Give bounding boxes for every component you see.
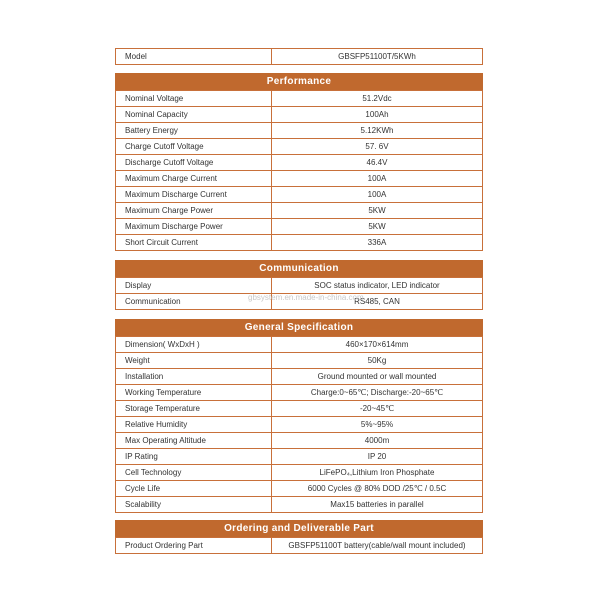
row-value: 5%~95% [272,417,483,433]
table-row [116,91,483,107]
row-label: Product Ordering Part [116,538,272,554]
table-row [116,171,483,187]
row-value: 100A [272,171,483,187]
row-label: Maximum Discharge Power [116,219,272,235]
row-label: Model [116,49,272,65]
row-value: Max15 batteries in parallel [272,497,483,513]
row-value: 5.12KWh [272,123,483,139]
section-header: Performance [115,73,483,90]
table-row [116,203,483,219]
table-row [116,219,483,235]
watermark: gbsystem.en.made-in-china.com [248,293,364,302]
row-label: Installation [116,369,272,385]
table-row [116,235,483,251]
table-row [116,353,483,369]
performance-table [115,90,483,251]
table-row [116,401,483,417]
row-value: GBSFP51100T battery(cable/wall mount included) [272,538,483,554]
row-value: Charge:0~65℃; Discharge:-20~65℃ [272,385,483,401]
row-label: Storage Temperature [116,401,272,417]
row-label: Maximum Discharge Current [116,187,272,203]
row-label: Relative Humidity [116,417,272,433]
model-table [115,48,483,65]
row-value: 5KW [272,203,483,219]
row-value: 51.2Vdc [272,91,483,107]
table-row [116,139,483,155]
row-value: 57. 6V [272,139,483,155]
row-label: Nominal Voltage [116,91,272,107]
row-label: Short Circuit Current [116,235,272,251]
ordering-section [115,520,483,554]
row-value: 336A [272,235,483,251]
row-value: 50Kg [272,353,483,369]
table-row [116,278,483,294]
table-row [116,107,483,123]
row-value: 5KW [272,219,483,235]
table-row [116,538,483,554]
row-label: Weight [116,353,272,369]
performance-section [115,73,483,251]
general-spec-section [115,319,483,513]
row-value: 46.4V [272,155,483,171]
row-label: Scalability [116,497,272,513]
section-header: General Specification [115,319,483,336]
table-row [116,187,483,203]
table-row [116,433,483,449]
row-label: Communication [116,294,272,310]
row-label: Working Temperature [116,385,272,401]
row-value: SOC status indicator, LED indicator [272,278,483,294]
row-label: Charge Cutoff Voltage [116,139,272,155]
table-row [116,465,483,481]
row-value: LiFePO₄,Lithium Iron Phosphate [272,465,483,481]
row-label: Maximum Charge Current [116,171,272,187]
row-value: 4000m [272,433,483,449]
communication-section [115,260,483,310]
section-header: Communication [115,260,483,277]
row-value: 100A [272,187,483,203]
row-label: Dimension( WxDxH ) [116,337,272,353]
table-row [116,123,483,139]
row-label: Nominal Capacity [116,107,272,123]
row-label: Display [116,278,272,294]
table-row [116,337,483,353]
row-value: 460×170×614mm [272,337,483,353]
section-header: Ordering and Deliverable Part [115,520,483,537]
table-row [116,417,483,433]
row-label: Discharge Cutoff Voltage [116,155,272,171]
row-value: 6000 Cycles @ 80% DOD /25℃ / 0.5C [272,481,483,497]
table-row [116,155,483,171]
row-value: IP 20 [272,449,483,465]
row-label: Battery Energy [116,123,272,139]
row-value: 100Ah [272,107,483,123]
row-label: IP Rating [116,449,272,465]
row-value: -20~45℃ [272,401,483,417]
row-label: Cell Technology [116,465,272,481]
table-row [116,369,483,385]
row-label: Maximum Charge Power [116,203,272,219]
row-label: Cycle Life [116,481,272,497]
row-value: RS485, CAN [272,294,483,310]
table-row [116,497,483,513]
table-row [116,449,483,465]
ordering-table [115,537,483,554]
table-row [116,481,483,497]
row-label: Max Operating Altitude [116,433,272,449]
row-value: Ground mounted or wall mounted [272,369,483,385]
general-spec-table [115,336,483,513]
table-row [116,49,483,65]
row-value: GBSFP51100T/5KWh [272,49,483,65]
table-row [116,385,483,401]
